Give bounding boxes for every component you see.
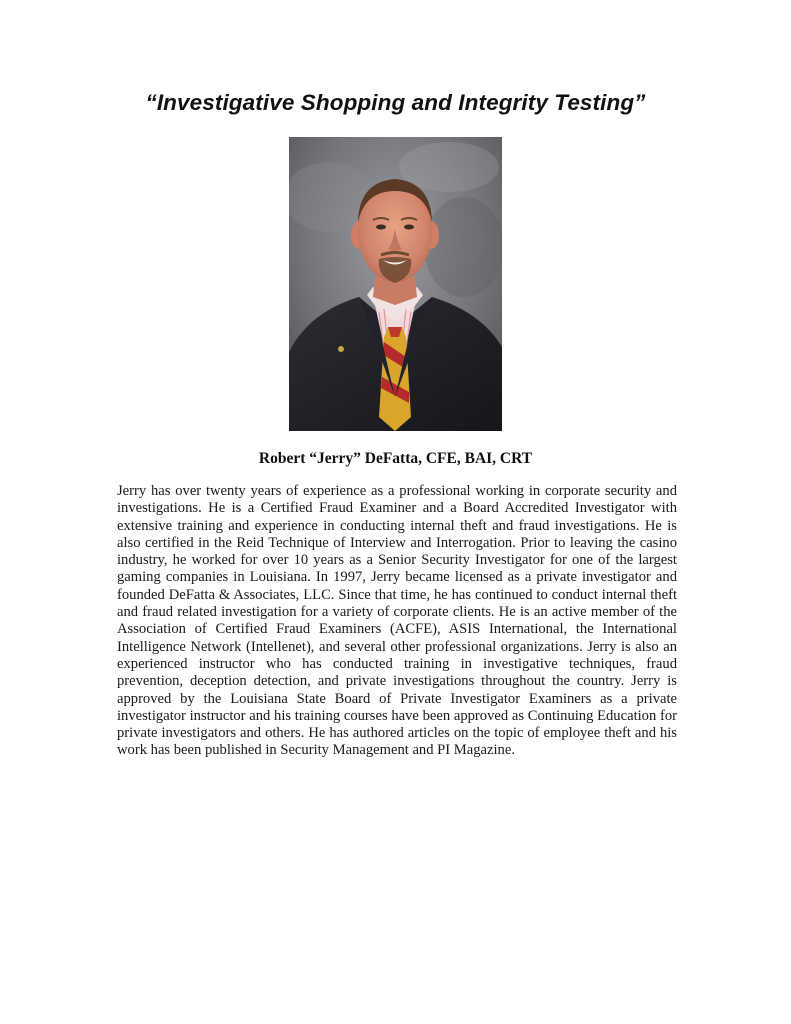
portrait-photo-icon [289, 137, 502, 431]
portrait-photo [289, 137, 502, 431]
person-name-heading: Robert “Jerry” DeFatta, CFE, BAI, CRT [258, 450, 533, 467]
page-title: “Investigative Shopping and Integrity Testing” [145, 90, 646, 115]
biography-paragraph: Jerry has over twenty years of experience as a professional working in corporate security and investigations. He is a Certified Fraud Examiner and a Board Accredited Investigator with extensive training and experience in conducting internal theft and fraud investigations. He is also certified in the Reid Technique of Interview and Interrogation. Prior to leaving the casino industry, he worked for over 10 years as a Senior Security Investigator for one of the largest gaming companies in Louisiana. In 1997, Jerry became licensed as a private investigator and founded DeFatta & Associates, LLC. Since that time, he has continued to conduct internal theft and fraud related investigation for a variety of corporate clients. He is an active member of the Association of Certified Fraud Examiners (ACFE), ASIS International, the International Intelligence Network (Intellenet), and several other professional organizations. Jerry is also an experienced instructor who has conducted training in investigative techniques, fraud prevention, deception detection, and private investigations throughout the country. Jerry is approved by the Louisiana State Board of Private Investigator Examiners as a private investigator instructor and his training courses have been approved as Continuing Education for private investigators and others. He has authored articles on the topic of employee theft and his work has been published in Security Management and PI Magazine. [117, 483, 677, 759]
